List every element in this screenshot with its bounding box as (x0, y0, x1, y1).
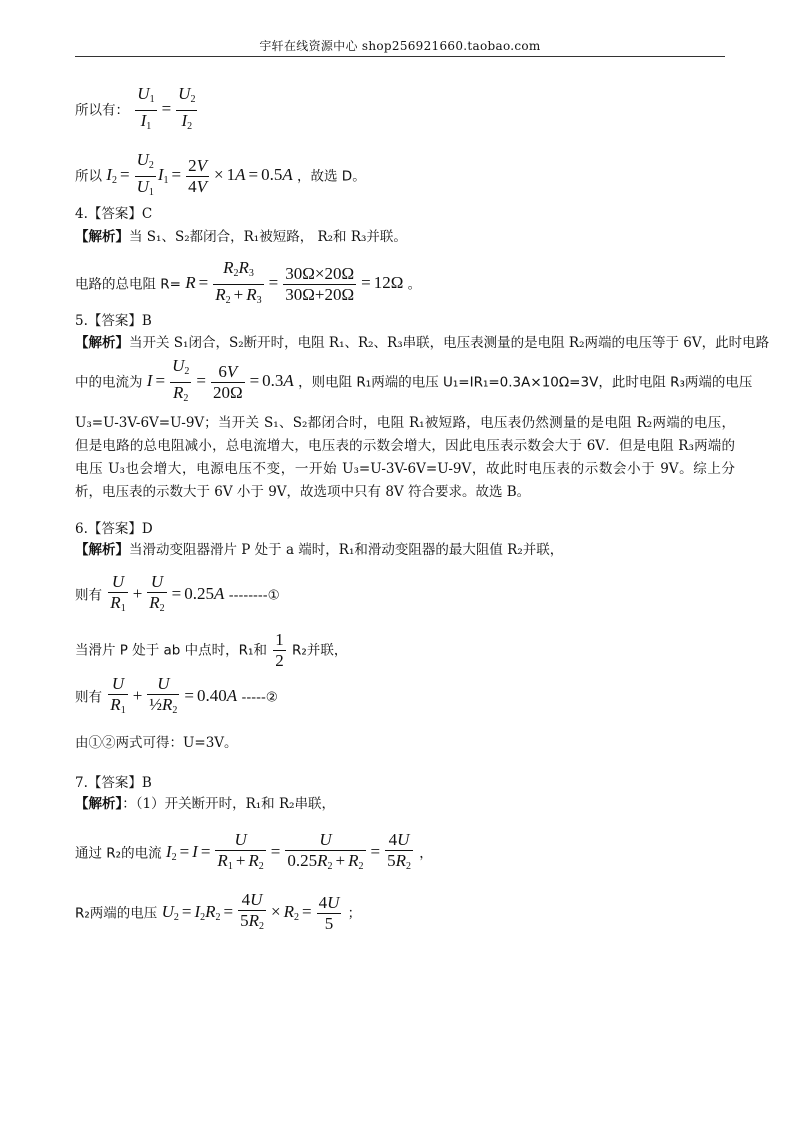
q6-mid-suffix: R₂并联， (292, 642, 348, 659)
i2-suffix: ，故选 D。 (297, 168, 366, 185)
q6-eq1-prefix: 则有 (75, 587, 102, 604)
q4-title: 4.【答案】C (75, 206, 153, 222)
q6-eq2: 则有 $\frac{U}{R_1}$ + $\frac{U}{\frac{1}{2}R_2}$ = 0.40A -----② (75, 674, 278, 716)
q7-title: 7.【答案】B (75, 775, 152, 791)
page-header: 宇轩在线资源中心 shop256921660.taobao.com (259, 39, 541, 53)
q4-total-resistance: 电路的总电阻 R= R = $\frac{R_2R_3}{R_2 + R_3}$ = $\frac{30\Omega\times 20\Omega}{30\Omega+20\Omega}$ = 12Ω 。 (75, 258, 422, 306)
q5-p1-text: 当开关 S₁闭合，S₂断开时，电阻 R₁、R₂、R₃串联，电压表测量的是电阻 R₂两端的电压等于 6V，此时电路 (129, 335, 770, 351)
q7-analysis (75, 795, 335, 813)
q4-analysis-label: 【解析】 (75, 229, 129, 245)
q5-p2-suffix: ，则电阻 R₁两端的电压 U₁=IR₁=0.3A×10Ω=3V，此时电阻 R₃两端的电压 (298, 374, 753, 391)
q6-title: 6.【答案】D (75, 521, 153, 537)
q6-eq1-mark: --------① (228, 587, 280, 604)
q6-analysis-label: 【解析】 (75, 542, 129, 558)
q7-current-suffix: ， (419, 845, 433, 862)
q4-analysis (75, 228, 407, 246)
q7-voltage: R₂两端的电压 $U_2 = I_2R_2$ = $\frac{4U}{5R_2}$ × $R_2$ = $\frac{4U}{5}$ ； (75, 890, 362, 933)
q7-analysis-label: 【解析】 (75, 796, 123, 812)
q6-analysis-text: 当滑动变阻器滑片 P 处于 a 端时，R₁和滑动变阻器的最大阻值 R₂并联， (129, 542, 564, 558)
equation-i2: 所以 $I_2$ = $\frac{U_2}{U_1}$ $I_1$ = $\frac{2V}{4V}$ × 1A = 0.5A ，故选 D。 (75, 150, 366, 198)
q5-p2: 中的电流为 I = $\frac{U_2}{R_2}$ = $\frac{6V}{20\Omega}$ = 0.3A ，则电阻 R₁两端的电压 U₁=IR₁=0.3A×10Ω=3V，此时电阻 R₃两端的电压 (75, 356, 753, 404)
q6-result: 由①②两式可得：U=3V。 (75, 735, 238, 751)
q7-voltage-suffix: ； (347, 905, 362, 922)
q4-analysis-text: 当 S₁、S₂都闭合，R₁被短路， R₂和 R₃并联。 (129, 229, 407, 245)
q4-total-prefix: 电路的总电阻 R= (75, 276, 181, 293)
i2-prefix: 所以 (75, 168, 102, 185)
q7-analysis-text: ：（1）开关断开时，R₁和 R₂串联， (122, 796, 336, 812)
q6-mid-prefix: 当滑片 P 处于 ab 中点时，R₁和 (75, 642, 267, 659)
q5-p2-prefix: 中的电流为 (75, 374, 143, 391)
q6-eq2-mark: -----② (241, 689, 278, 706)
q6-analysis (75, 541, 563, 559)
q6-eq1: 则有 $\frac{U}{R_1}$ + $\frac{U}{R_2}$ = 0.25A --------① (75, 572, 280, 614)
q5-p3: U₃=U-3V-6V=U-9V；当开关 S₁、S₂都闭合时，电阻 R₁被短路，电压表仍然测量的是电阻 R₂两端的电压，但是电路的总电阻减小，总电流增大，电压表的示数会增大，因此电压表示数会大于 6V．但是电阻 R₃两端的电压 U₃也会增大，电源电压不变，一开始 U₃=U-3V-6V=U-9V，故此时电压表的示数会小于 9V。综上分析，电压表的示数大于 6V 小于 9V，故选项中只有 8V 符合要求。故选 B。 (75, 415, 735, 500)
q7-current: 通过 R₂的电流 $I_2 = I$ = $\frac{U}{R_1 + R_2}$ = $\frac{U}{0.25R_2 + R_2}$ = $\frac{4U}{5R_2}$ ， (75, 830, 433, 872)
q5-p1 (75, 334, 769, 352)
q7-voltage-prefix: R₂两端的电压 (75, 905, 158, 922)
q6-mid: 当滑片 P 处于 ab 中点时，R₁和 $\frac{1}{2}$ R₂并联， (75, 630, 348, 670)
q5-title: 5.【答案】B (75, 313, 152, 329)
header-divider (75, 56, 725, 57)
q4-total-suffix: 。 (407, 276, 422, 293)
q7-current-prefix: 通过 R₂的电流 (75, 845, 162, 862)
equation-ratio: 所以有： $\frac{U_1}{I_1}$ = $\frac{U_2}{I_2}$ (75, 84, 196, 132)
q5-analysis-label: 【解析】 (75, 335, 129, 351)
ratio-prefix: 所以有： (75, 102, 129, 119)
q6-eq2-prefix: 则有 (75, 689, 102, 706)
